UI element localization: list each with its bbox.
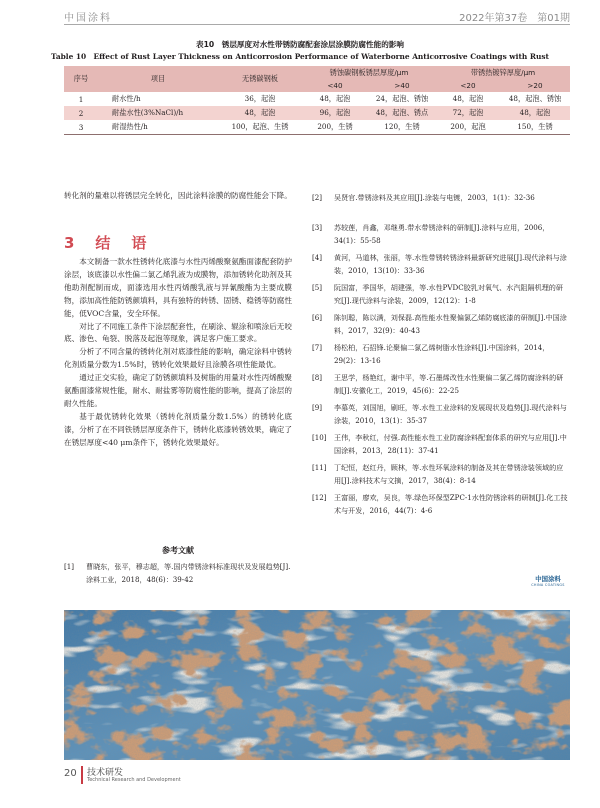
th-item: 项目 xyxy=(98,66,218,92)
cell-value: 200，生锈 xyxy=(317,122,353,131)
reference-item: [5] 阮国富，季国华，胡建强，等.水性PVDC胶乳对氧气、水汽阻隔机理的研究[J].现代涂料与涂装，2009，12(12)：1-8 xyxy=(312,283,563,305)
cell-value: 48，起泡、锈点 xyxy=(368,106,436,120)
reference-item: [3] 苏较莲，肖鑫，邓继勇.带水带锈涂料的研制[J].涂料与应用，2006，34(1)：55-58 xyxy=(312,223,550,245)
paragraph: 通过正交实验，确定了防锈颜填料及树脂的用量对水性丙烯酸聚氨酯面漆常规性能，耐水、耐盐雾等防腐性能的影响，提高了涂层的耐久性能。 xyxy=(64,373,292,408)
running-header xyxy=(64,8,570,25)
footer-section-zh: 技术研发 xyxy=(87,768,124,778)
reference-item: [6] 陈钊聪，陈以满，刘保磊.高性能水性聚偏氯乙烯防腐底漆的研制[J].中国涂料，2017，32(9)：40-43 xyxy=(312,313,567,335)
issue-info: 2022年第37卷 第01期 xyxy=(459,13,570,24)
cell-value: 120，生锈 xyxy=(384,122,420,131)
cell-value: 48，起泡 xyxy=(452,94,484,103)
reference-item: [8] 王思学，杨艳红，谢中平，等.石墨烯改性水性聚偏二氯乙烯防腐涂料的研制[J].安徽化工，2019，45(6)：22-25 xyxy=(312,373,564,395)
journal-name: 中国涂料 xyxy=(64,13,112,24)
th-gt40: >40 xyxy=(368,79,436,92)
cell-value: 150，生锈 xyxy=(517,122,553,131)
footer-section-en: Technical Research and Development xyxy=(87,777,181,783)
cell-value: 48，起泡、锈蚀 xyxy=(508,94,562,103)
reference-item: [4] 黄河，马道林，张丽，等.水性带锈转锈涂料最新研究进展[J].现代涂料与涂装，2010，13(10)：33-36 xyxy=(312,253,567,275)
reference-item: [11] 丁纪恒，赵红丹，顾林，等.水性环氧涂料的制备及其在带锈涂装领域的应用[J].涂料技术与文摘，2017，38(4)：8-14 xyxy=(312,463,564,485)
cell-value: 100，起泡、生锈 xyxy=(231,122,289,131)
cell-value: 36，起泡 xyxy=(244,94,276,103)
journal-logo: 中国涂料 CHINA COATINGS xyxy=(531,575,565,587)
paragraph: 本文制备一款水性锈转化底漆与水性丙烯酸聚氨酯面漆配套防护涂层，该底漆以水性偏二氯乙烯乳液为成膜物，添加锈转化助剂及其他助剂配制而成，面漆选用水性丙烯酸乳液与异氰酸酯为主要成膜物，添加高性能防锈颜填料，具有独特的转锈、固锈、稳锈等防腐性能，低VOC含量，安全环保。 xyxy=(64,257,292,318)
cell-item: 耐湿热性/h xyxy=(112,122,148,131)
cell-value: 24，起泡、锈蚀 xyxy=(375,94,429,103)
paragraph: 基于最优锈转化效果（锈转化剂质量分数1.5%）的锈转化底漆，分析了在不同铁锈层厚度条件下，锈转化底漆转锈效果，确定了在锈层厚度<40 μm条件下，锈转化效果最好。 xyxy=(64,411,292,447)
th-group-galvanized: 带锈热镀锌厚度/μm xyxy=(436,66,570,79)
table-row xyxy=(64,92,570,106)
reference-item: [10] 王伟，李秋红，付强.高性能水性工业防腐涂料配套体系的研究与应用[J].中国涂料，2013，28(11)：37-41 xyxy=(312,433,567,455)
section-heading: 3 结 语 xyxy=(64,234,150,252)
conclusion-text xyxy=(64,256,292,450)
reference-item: [1] 曹晓东，张平，穆志超，等.国内带锈涂料标准现状及发展趋势[J].涂料工业，2018，48(6)：39-42 xyxy=(64,562,291,584)
reference-item: [2] 吴贤官.带锈涂料及其应用[J].涂装与电镀，2003，1(1)：32-36 xyxy=(312,193,535,202)
cell-value: 200，起泡 xyxy=(450,122,486,131)
cell-value: 48，起泡 xyxy=(218,106,302,120)
paragraph: 对比了不同施工条件下涂层配套性，在刷涂、辊涂和喷涂后无咬底、渗色、龟裂、脱落及起泡等现象，满足客户施工要求。 xyxy=(64,321,292,344)
results-table xyxy=(64,66,570,135)
table-row xyxy=(64,106,570,120)
table-caption-zh: 表10 锈层厚度对水性带锈防腐配套涂层涂膜防腐性能的影响 xyxy=(195,40,404,49)
th-rustless: 无锈碳钢板 xyxy=(218,66,302,92)
intro-paragraph: 转化剂的量难以将锈层完全转化，因此涂料涂膜的防腐性能会下降。 xyxy=(64,191,292,200)
rusted-metal-photo xyxy=(64,610,570,760)
th-lt40: <40 xyxy=(302,79,368,92)
cell-item: 耐水性/h xyxy=(112,94,141,103)
footer-divider xyxy=(81,766,83,784)
cell-value: 72，起泡 xyxy=(436,106,500,120)
rust-texture-image xyxy=(64,610,570,760)
reference-item: [9] 李慕英，刘国旭，刷旺，等.水性工业涂料的发展现状及趋势[J].现代涂料与涂装，2010，13(1)：35-37 xyxy=(312,403,567,425)
th-no: 序号 xyxy=(64,66,98,92)
reference-item: [12] 王富丽，廖欢，吴良，等.绿色环保型ZPC-1水性防锈涂料的研制[J].化工技术与开发，2016，44(7)：4-6 xyxy=(312,493,568,515)
reference-item: [7] 杨松柏，石招锋.论聚偏二氯乙烯树脂水性涂料[J].中国涂料，2014，29(2)：13-16 xyxy=(312,343,550,365)
th-lt20: <20 xyxy=(436,79,500,92)
cell-no: 3 xyxy=(78,122,84,132)
th-group-rust-steel: 锈蚀碳钢板锈层厚度/μm xyxy=(302,66,436,79)
cell-item: 耐盐水性(3%NaCl)/h xyxy=(98,106,218,120)
paragraph: 分析了不同含量的锈转化剂对底漆性能的影响，确定涂料中锈转化剂质量分数为1.5%时，锈转化效果最好且涂膜各项性能最优。 xyxy=(64,347,292,370)
cell-no: 1 xyxy=(78,94,84,104)
cell-value: 96，起泡 xyxy=(302,106,368,120)
table-caption-en: Table 10 Effect of Rust Layer Thickness on Anticorrosion Performance of Waterborne Anticorrosive Coatings with Rust xyxy=(51,52,549,61)
table-row xyxy=(64,120,570,135)
th-gt20: >20 xyxy=(500,79,570,92)
cell-value: 48，起泡 xyxy=(500,106,570,120)
cell-no: 2 xyxy=(64,106,98,120)
references-title: 参考文献 xyxy=(162,546,194,555)
page-number: 20 xyxy=(64,768,77,779)
cell-value: 48，起泡 xyxy=(319,94,351,103)
